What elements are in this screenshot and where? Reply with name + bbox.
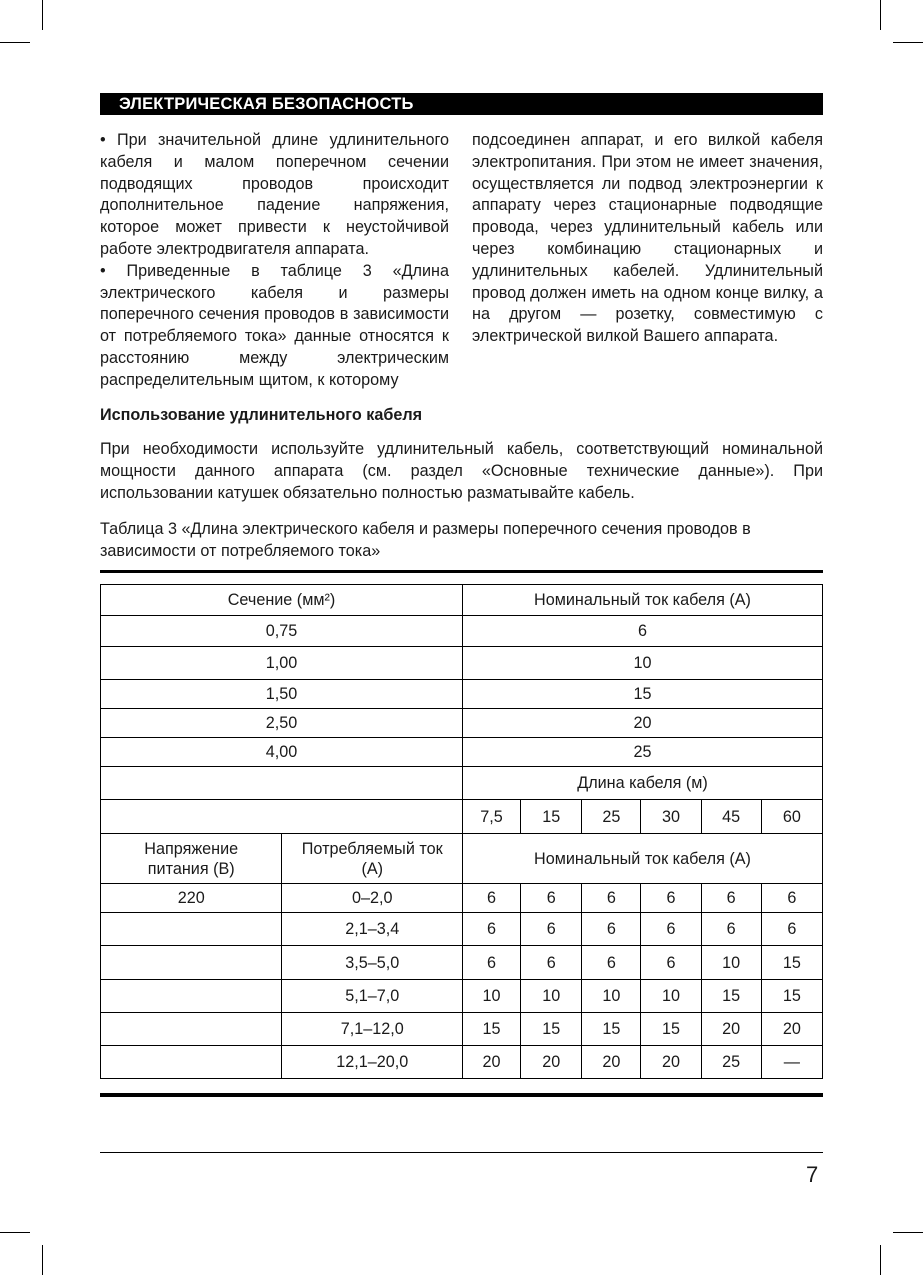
- cell: [101, 946, 282, 980]
- cell: [101, 980, 282, 1013]
- cell: 20: [582, 1046, 641, 1079]
- cell: 6: [462, 946, 520, 980]
- cell: 0–2,0: [282, 884, 463, 913]
- cell: 6: [641, 884, 701, 913]
- cell: 10: [462, 980, 520, 1013]
- cell: 6: [521, 946, 582, 980]
- left-column: [100, 130, 449, 392]
- cell: 6: [521, 884, 582, 913]
- cell: 1,50: [101, 680, 463, 709]
- cell: 0,75: [101, 616, 463, 647]
- cell: 4,00: [101, 738, 463, 767]
- cell: 7,1–12,0: [282, 1013, 463, 1046]
- cell: 6: [582, 884, 641, 913]
- table-row: [101, 980, 823, 1013]
- cell: 10: [521, 980, 582, 1013]
- cell: 6: [462, 913, 520, 946]
- cell: 15: [462, 1013, 520, 1046]
- cell: 1,00: [101, 647, 463, 680]
- cell: [101, 913, 282, 946]
- cell: 20: [761, 1013, 822, 1046]
- table-row: [101, 680, 823, 709]
- cell: 10: [701, 946, 761, 980]
- table-row: [101, 913, 823, 946]
- table-row: [101, 946, 823, 980]
- cell: 10: [582, 980, 641, 1013]
- length-cell: 15: [521, 800, 582, 834]
- cell: 2,50: [101, 709, 463, 738]
- length-cell: 45: [701, 800, 761, 834]
- table-row: [101, 1013, 823, 1046]
- length-cell: 30: [641, 800, 701, 834]
- page-number: 7: [806, 1162, 819, 1187]
- length-cell: 7,5: [462, 800, 520, 834]
- crop-mark: [893, 1232, 923, 1233]
- length-cell: 25: [582, 800, 641, 834]
- cell: [101, 800, 463, 834]
- crop-mark: [893, 42, 923, 43]
- cell: 6: [462, 616, 822, 647]
- crop-mark: [42, 1245, 43, 1275]
- cell: 25: [462, 738, 822, 767]
- cell: 6: [521, 913, 582, 946]
- table-row: [101, 616, 823, 647]
- table-row: [101, 738, 823, 767]
- bullet-paragraph: • При значительной длине удлинительного кабеля и малом поперечном сечении подводящих проводов происходит дополнительное падение напряжения, которое может привести к неустойчивой работе электродвигателя аппарата.: [100, 131, 449, 258]
- cell: 6: [462, 884, 520, 913]
- cell: 12,1–20,0: [282, 1046, 463, 1079]
- header-rated-current: Номинальный ток кабеля (А): [462, 585, 822, 616]
- cell: 5,1–7,0: [282, 980, 463, 1013]
- table-row: [101, 647, 823, 680]
- cell: 2,1–3,4: [282, 913, 463, 946]
- bottom-rule: [100, 1093, 823, 1097]
- cell: 15: [521, 1013, 582, 1046]
- cell: 6: [761, 913, 822, 946]
- cell: 6: [641, 913, 701, 946]
- cell: 15: [701, 980, 761, 1013]
- length-cell: 60: [761, 800, 822, 834]
- cell: 15: [582, 1013, 641, 1046]
- table-row: [101, 709, 823, 738]
- top-rule: [100, 570, 823, 573]
- table-row: [101, 884, 823, 913]
- right-column: [472, 130, 823, 348]
- header-voltage: Напряжение питания (В): [101, 834, 282, 884]
- cell: 15: [462, 680, 822, 709]
- cell: 25: [701, 1046, 761, 1079]
- section-header: ЭЛЕКТРИЧЕСКАЯ БЕЗОПАСНОСТЬ: [100, 93, 823, 115]
- header-rated-current-2: Номинальный ток кабеля (А): [462, 834, 822, 884]
- paragraph: подсоединен аппарат, и его вилкой кабеля электропитания. При этом не имеет значения, осуществляется ли подвод электроэнергии к аппарату через стационарные подводящие провода, через удлинительный кабель или через комбинацию стационарных и удлинительных кабелей. Удлинительный провод должен иметь на одном конце вилку, а на другом — розетку, совместимую с электрической вилкой Вашего аппарата.: [472, 131, 823, 346]
- cell: 20: [462, 709, 822, 738]
- header-consumed-current: Потребляемый ток (А): [282, 834, 463, 884]
- cell: 6: [641, 946, 701, 980]
- cell: 20: [521, 1046, 582, 1079]
- subheading: Использование удлинительного кабеля: [100, 406, 423, 424]
- cell: 6: [701, 913, 761, 946]
- bullet-paragraph: • Приведенные в таблице 3 «Длина электрического кабеля и размеры поперечного сечения проводов в зависимости от потребляемого тока» данные относятся к расстоянию между электрическим распределительным щитом, к которому: [100, 261, 449, 389]
- cell: [101, 1013, 282, 1046]
- footer-rule: [100, 1152, 823, 1153]
- table-caption: Таблица 3 «Длина электрического кабеля и размеры поперечного сечения проводов в зависимости от потребляемого тока»: [100, 520, 751, 560]
- cable-table: [100, 584, 823, 1079]
- crop-mark: [0, 1232, 30, 1233]
- cell: —: [761, 1046, 822, 1079]
- cell: [101, 767, 463, 800]
- cell: 220: [101, 884, 282, 913]
- header-length: Длина кабеля (м): [462, 767, 822, 800]
- cell: 6: [582, 913, 641, 946]
- crop-mark: [880, 0, 881, 30]
- cell: 15: [761, 946, 822, 980]
- cell: 3,5–5,0: [282, 946, 463, 980]
- cell: 6: [761, 884, 822, 913]
- crop-mark: [0, 42, 30, 43]
- cell: 20: [641, 1046, 701, 1079]
- crop-mark: [42, 0, 43, 30]
- cell: 20: [462, 1046, 520, 1079]
- cell: 20: [701, 1013, 761, 1046]
- cell: 10: [462, 647, 822, 680]
- cell: 15: [641, 1013, 701, 1046]
- crop-mark: [880, 1245, 881, 1275]
- body-paragraph: При необходимости используйте удлинительный кабель, соответствующий номинальной мощности данного аппарата (см. раздел «Основные технические данные»). При использовании катушек обязательно полностью разматывайте кабель.: [100, 440, 823, 502]
- cell: 10: [641, 980, 701, 1013]
- cell: 15: [761, 980, 822, 1013]
- table-row: [101, 1046, 823, 1079]
- header-section: Сечение (мм²): [101, 585, 463, 616]
- cell: 6: [701, 884, 761, 913]
- cell: [101, 1046, 282, 1079]
- cell: 6: [582, 946, 641, 980]
